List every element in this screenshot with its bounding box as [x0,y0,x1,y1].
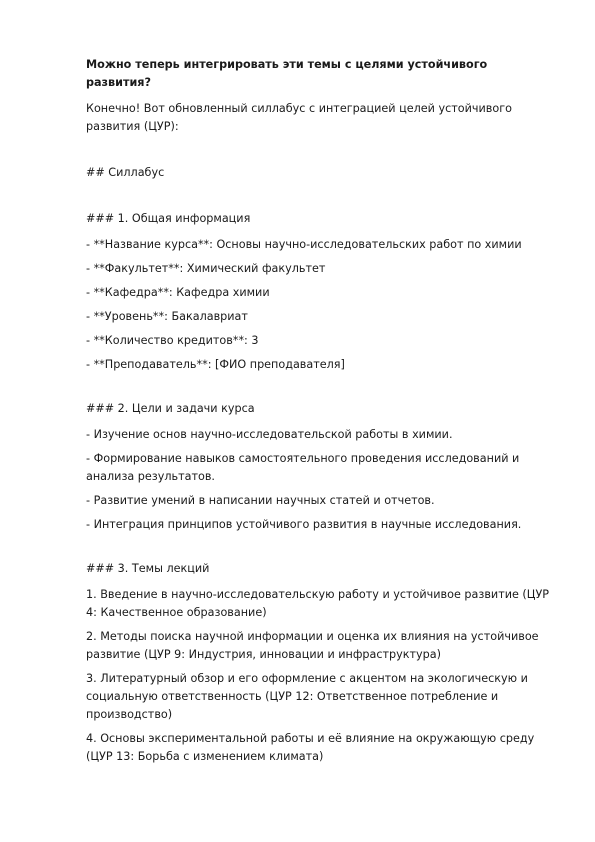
general-info-item: - **Кафедра**: Кафедра химии [86,286,270,299]
goal-item: - Развитие умений в написании научных статей и отчетов. [86,494,435,507]
general-info-item: - **Количество кредитов**: 3 [86,334,259,347]
spacer [86,540,555,560]
goal-item: - Изучение основ научно-исследовательской работы в химии. [86,428,453,441]
section-lectures-heading: ### 3. Темы лекций [86,562,210,575]
section-general-heading: ### 1. Общая информация [86,212,251,225]
spacer [86,190,555,210]
lecture-item: 3. Литературный обзор и его оформление с акцентом на экологическую и социальную ответственность (ЦУР 12: Ответственное потребление и производство) [86,672,528,721]
section-goals-heading: ### 2. Цели и задачи курса [86,402,255,415]
general-info-item: - **Преподаватель**: [ФИО преподавателя] [86,358,345,371]
lecture-item: 2. Методы поиска научной информации и оценка их влияния на устойчивое развитие (ЦУР 9: Индустрия, инновации и инфраструктура) [86,630,539,661]
general-info-item: - **Факультет**: Химический факультет [86,262,326,275]
general-info-item: - **Название курса**: Основы научно-исследовательских работ по химии [86,238,522,251]
lecture-item: 1. Введение в научно-исследовательскую работу и устойчивое развитие (ЦУР 4: Качественное образование) [86,588,550,619]
spacer [86,144,555,164]
answer-intro: Конечно! Вот обновленный силлабус с интеграцией целей устойчивого развития (ЦУР): [86,102,512,133]
lecture-item: 4. Основы экспериментальной работы и её влияние на окружающую среду (ЦУР 13: Борьба с изменением климата) [86,732,535,763]
spacer [86,380,555,400]
goal-item: - Интеграция принципов устойчивого развития в научные исследования. [86,518,522,531]
general-info-item: - **Уровень**: Бакалавриат [86,310,248,323]
goal-item: - Формирование навыков самостоятельного проведения исследований и анализа результатов. [86,452,520,483]
question-text: Можно теперь интегрировать эти темы с целями устойчивого развития? [86,58,488,89]
syllabus-heading: ## Силлабус [86,166,165,179]
